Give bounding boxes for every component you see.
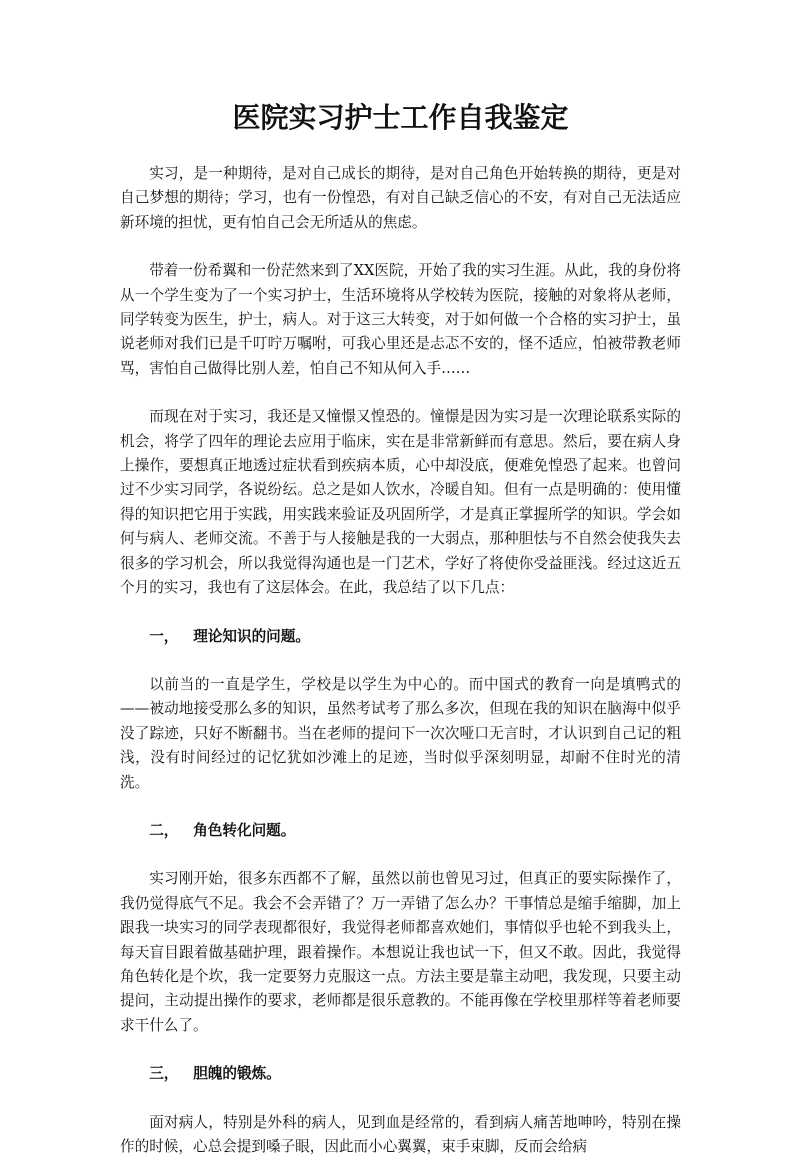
section-title-2: 角色转化问题。 [193, 821, 296, 839]
intro-paragraph-3: 而现在对于实习，我还是又憧憬又惶恐的。憧憬是因为实习是一次理论联系实际的机会，将学了四年的理论去应用于临床，实在是非常新鲜而有意思。然后，要在病人身上操作，要想真正地透过症状看到疾病本质，心中却没底，便难免惶恐了起来。也曾问过不少实习同学，各说纷纭。总之是如人饮水，冷暖自知。但有一点是明确的：使用懂得的知识把它用于实践，用实践来验证及巩固所学，才是真正掌握所学的知识。学会如何与病人、老师交流。不善于与人接触是我的一大弱点，那种胆怯与不自然会使我失去很多的学习机会，所以我觉得沟通也是一门艺术，学好了将使你受益匪浅。经过这近五个月的实习，我也有了这层体会。在此，我总结了以下几点： [120, 408, 681, 597]
section-heading-1 [120, 625, 681, 649]
section-number-3: 三， [149, 1065, 179, 1083]
section-number-2: 二， [149, 821, 179, 839]
section-paragraph-3: 面对病人，特别是外科的病人，见到血是经常的，看到病人痛苦地呻吟，特别在操作的时候，心总会提到嗓子眼，因此而小心翼翼，束手束脚，反而会给病 [120, 1113, 681, 1155]
document-title: 医院实习护士工作自我鉴定 [232, 101, 569, 134]
section-title-3: 胆魄的锻炼。 [193, 1065, 281, 1083]
section-heading-2 [120, 819, 681, 843]
section-paragraph-1: 以前当的一直是学生，学校是以学生为中心的。而中国式的教育一向是填鸭式的——被动地接受那么多的知识，虽然考试考了那么多次，但现在我的知识在脑海中似乎没了踪迹，只好不断翻书。当在老师的提问下一次次哑口无言时，才认识到自己记的粗浅，没有时间经过的记忆犹如沙滩上的足迹，当时似乎深刻明显，却耐不住时光的清洗。 [120, 675, 681, 791]
section-heading-3 [120, 1062, 681, 1086]
intro-paragraph-2: 带着一份希翼和一份茫然来到了XX医院，开始了我的实习生涯。从此，我的身份将从一个学生变为了一个实习护士，生活环境将从学校转为医院，接触的对象将从老师，同学转变为医生，护士，病人。对于这三大转变，对于如何做一个合格的实习护士，虽说老师对我们已是千叮咛万嘱咐，可我心里还是忐忑不安的，怪不适应，怕被带教老师骂，害怕自己做得比别人差，怕自己不知从何入手…… [120, 262, 681, 377]
section-paragraph-2: 实习刚开始，很多东西都不了解，虽然以前也曾见习过，但真正的要实际操作了，我仍觉得底气不足。我会不会弄错了？万一弄错了怎么办？干事情总是缩手缩脚，加上跟我一块实习的同学表现都很好，我觉得老师都喜欢她们，事情似乎也轮不到我头上，每天盲目跟着做基础护理，跟着操作。本想说让我也试一下，但又不敢。因此，我觉得角色转化是个坎，我一定要努力克服这一点。方法主要是靠主动吧，我发现，只要主动提问，主动提出操作的要求，老师都是很乐意教的。不能再像在学校里那样等着老师要求干什么了。 [120, 870, 681, 1034]
section-number-1: 一， [149, 627, 179, 645]
section-title-1: 理论知识的问题。 [193, 627, 310, 645]
intro-paragraph-1: 实习，是一种期待，是对自己成长的期待，是对自己角色开始转换的期待，更是对自己梦想的期待；学习，也有一份惶恐，有对自己缺乏信心的不安，有对自己无法适应新环境的担忧，更有怕自己会无所适从的焦虑。 [120, 165, 681, 231]
